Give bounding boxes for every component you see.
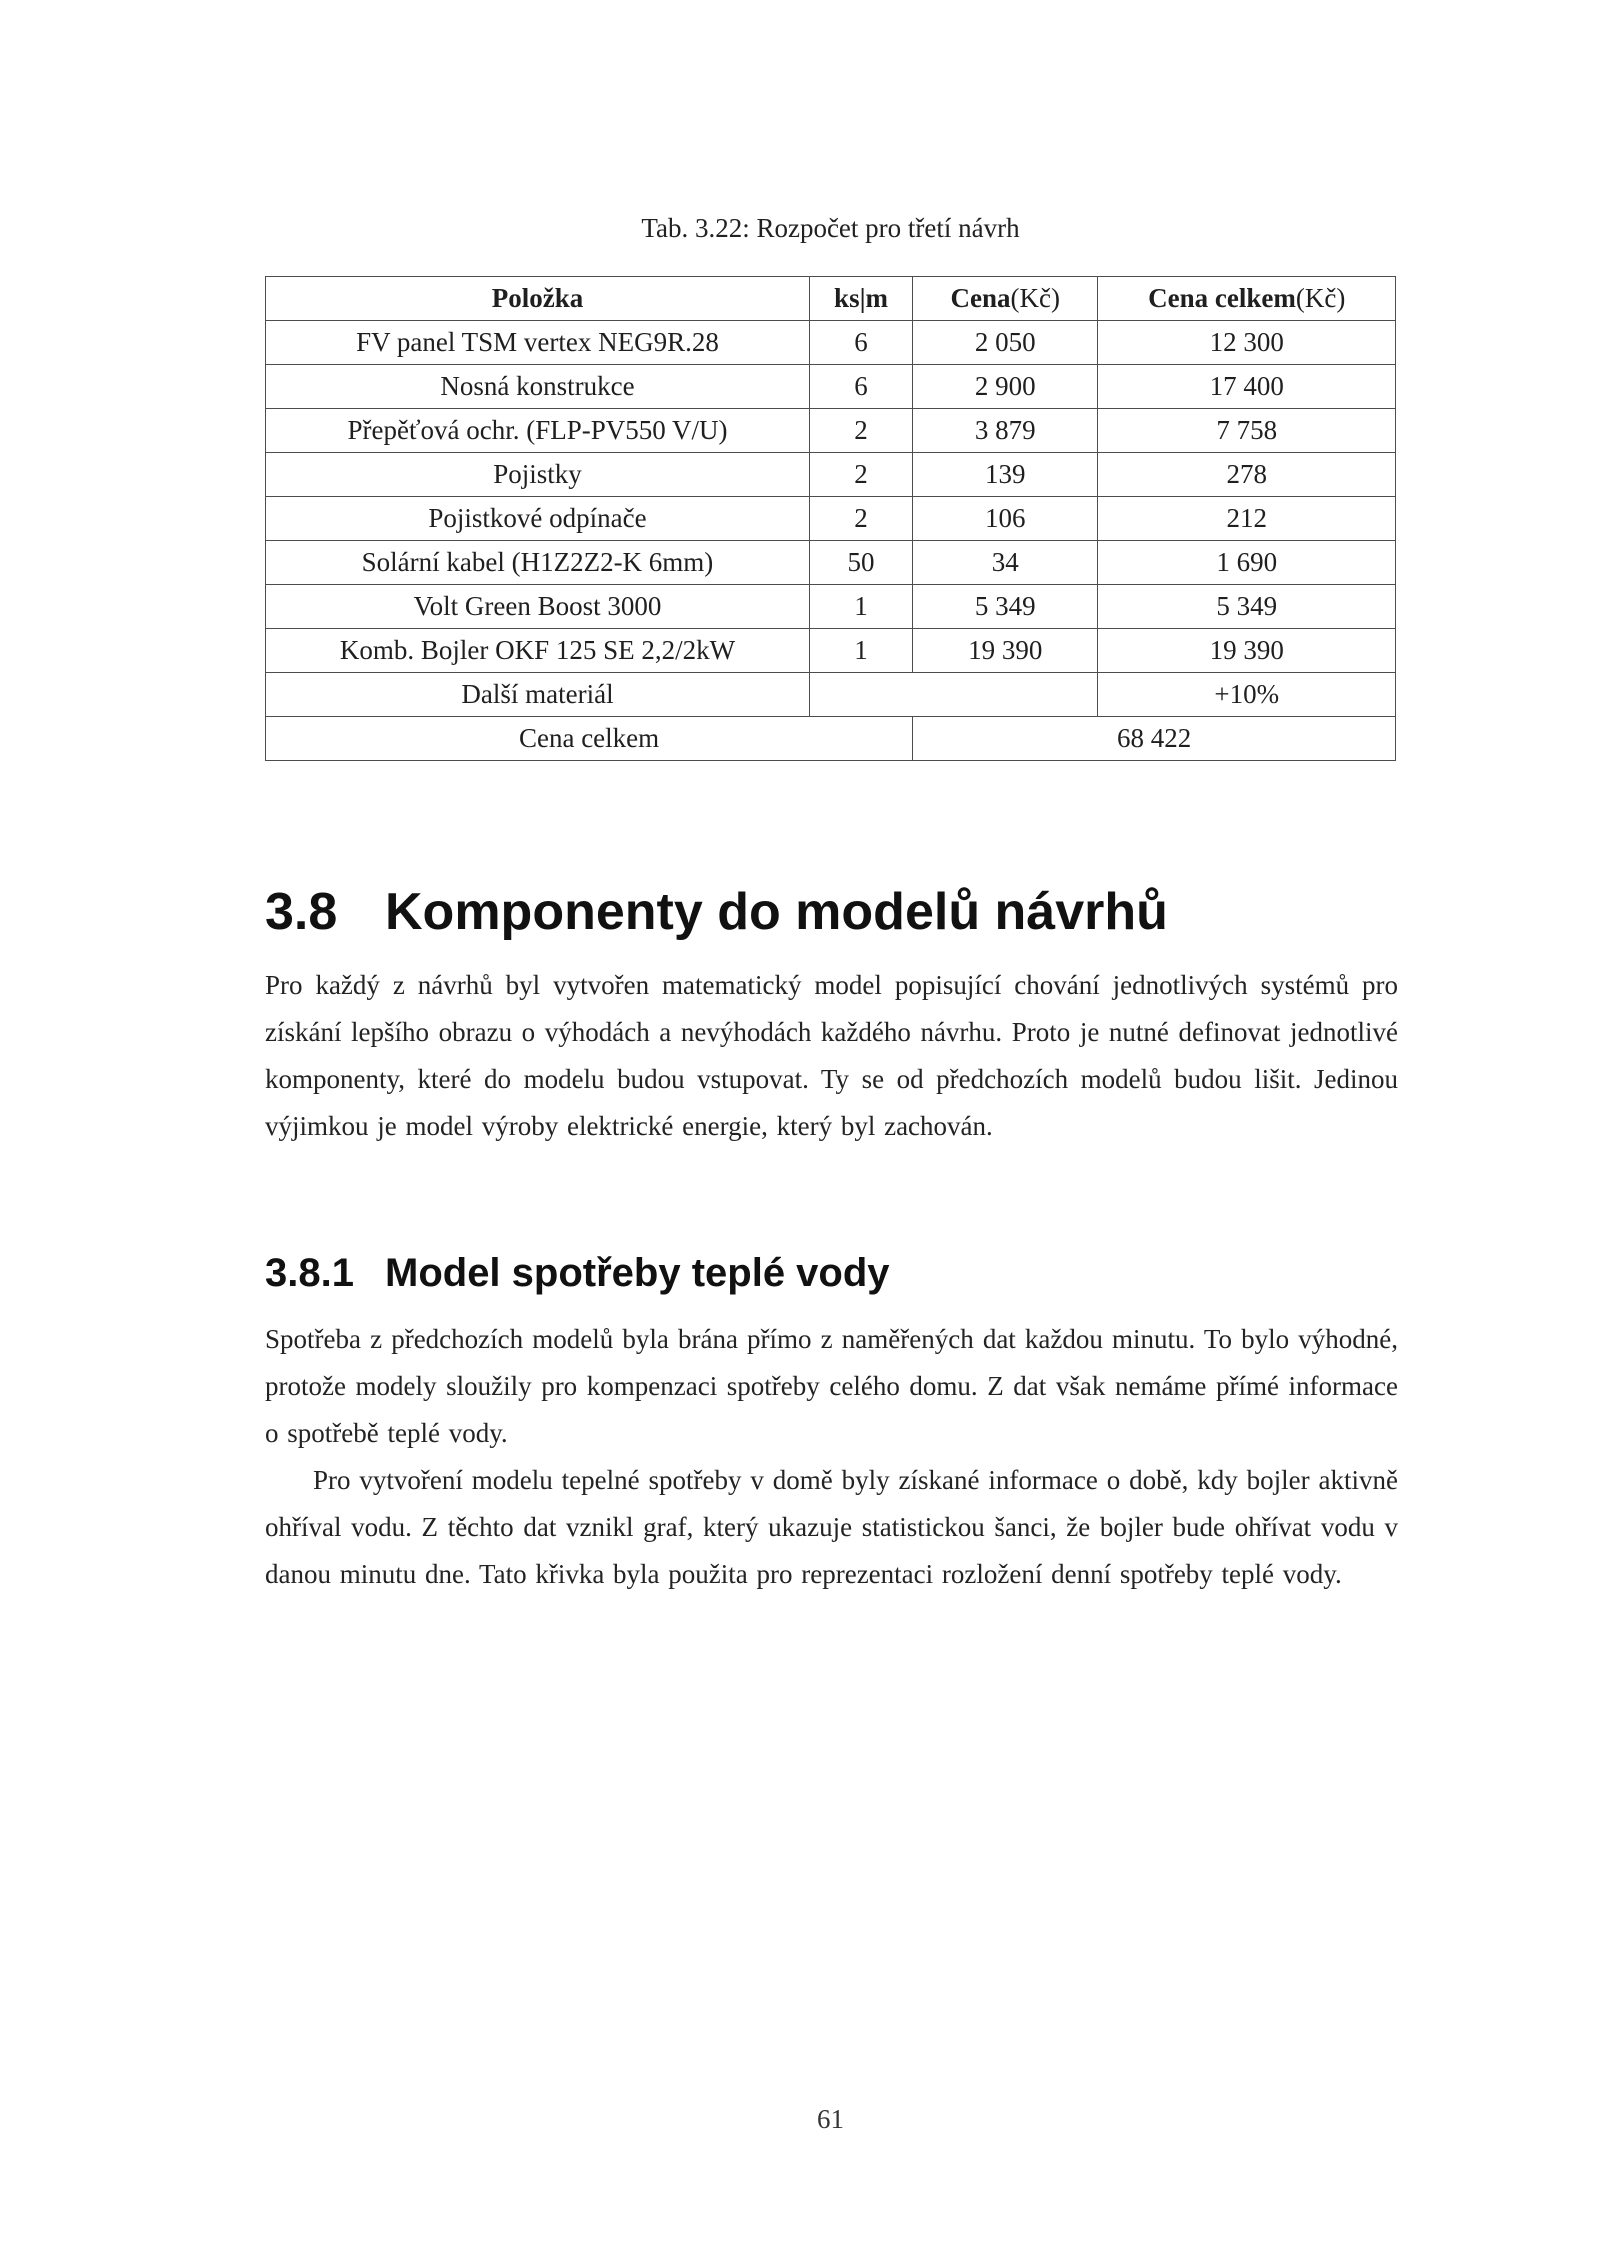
- cell-price: 5 349: [913, 585, 1098, 629]
- header-quantity: ks|m: [809, 277, 912, 321]
- page-number: 61: [817, 2104, 844, 2134]
- cell-price: 19 390: [913, 629, 1098, 673]
- section-heading: [265, 884, 1168, 940]
- cell-total: 278: [1098, 453, 1396, 497]
- table-row: [266, 629, 1396, 673]
- table-row: [266, 497, 1396, 541]
- cell-item: Solární kabel (H1Z2Z2-K 6mm): [266, 541, 810, 585]
- budget-table: [265, 276, 1396, 761]
- cell-price: 34: [913, 541, 1098, 585]
- cell-total: 1 690: [1098, 541, 1396, 585]
- section-title: Komponenty do modelů návrhů: [385, 883, 1168, 941]
- cell-merged-empty: [809, 673, 1097, 717]
- subsection-number: 3.8.1: [265, 1251, 354, 1295]
- header-item: Položka: [266, 277, 810, 321]
- subsection-heading: [265, 1250, 890, 1296]
- subsection-paragraph-2: Pro vytvoření modelu tepelné spotřeby v domě byly získané informace o době, kdy bojler aktivně ohříval vodu. Z těchto dat vznikl graf, který ukazuje statistickou šanci, že bojler bude ohřívat vodu v danou minutu dne. Tato křivka byla použita pro reprezentaci rozložení denní spotřeby teplé vody.: [265, 1465, 1398, 1589]
- cell-total: 12 300: [1098, 321, 1396, 365]
- table-row: [266, 365, 1396, 409]
- table-header-row: [266, 277, 1396, 321]
- grand-total-row: [266, 717, 1396, 761]
- section-number: 3.8: [265, 883, 338, 941]
- section-paragraph: Pro každý z návrhů byl vytvořen matematický model popisující chování jednotlivých systémů pro získání lepšího obrazu o výhodách a nevýhodách každého návrhu. Proto je nutné definovat jednotlivé komponenty, které do modelu budou vstupovat. Ty se od předchozích modelů budou lišit. Jedinou výjimkou je model výroby elektrické energie, který byl zachován.: [265, 970, 1398, 1141]
- cell-item: Komb. Bojler OKF 125 SE 2,2/2kW: [266, 629, 810, 673]
- header-price-total: Cena celkem(Kč): [1098, 277, 1396, 321]
- cell-item: Pojistkové odpínače: [266, 497, 810, 541]
- cell-price: 2 050: [913, 321, 1098, 365]
- cell-quantity: 6: [809, 365, 912, 409]
- cell-total: 212: [1098, 497, 1396, 541]
- cell-quantity: 6: [809, 321, 912, 365]
- cell-quantity: 2: [809, 453, 912, 497]
- cell-total: 19 390: [1098, 629, 1396, 673]
- cell-quantity: 1: [809, 585, 912, 629]
- cell-price: 139: [913, 453, 1098, 497]
- cell-total: 5 349: [1098, 585, 1396, 629]
- cell-item: Další materiál: [266, 673, 810, 717]
- subsection-title: Model spotřeby teplé vody: [385, 1251, 890, 1295]
- cell-item: FV panel TSM vertex NEG9R.28: [266, 321, 810, 365]
- table-caption: Tab. 3.22: Rozpočet pro třetí návrh: [641, 213, 1020, 243]
- header-price: Cena(Kč): [913, 277, 1098, 321]
- cell-item: Přepěťová ochr. (FLP-PV550 V/U): [266, 409, 810, 453]
- cell-price: 2 900: [913, 365, 1098, 409]
- table-row: [266, 409, 1396, 453]
- subsection-paragraph-1: Spotřeba z předchozích modelů byla brána přímo z naměřených dat každou minutu. To bylo výhodné, protože modely sloužily pro kompenzaci spotřeby celého domu. Z dat však nemáme přímé informace o spotřebě teplé vody.: [265, 1324, 1398, 1448]
- cell-total-value: 68 422: [913, 717, 1396, 761]
- table-row: [266, 453, 1396, 497]
- cell-total: 17 400: [1098, 365, 1396, 409]
- cell-total: +10%: [1098, 673, 1396, 717]
- extra-material-row: [266, 673, 1396, 717]
- cell-price: 106: [913, 497, 1098, 541]
- cell-quantity: 2: [809, 409, 912, 453]
- cell-item: Nosná konstrukce: [266, 365, 810, 409]
- cell-item: Pojistky: [266, 453, 810, 497]
- table-row: [266, 585, 1396, 629]
- cell-quantity: 50: [809, 541, 912, 585]
- cell-quantity: 1: [809, 629, 912, 673]
- cell-price: 3 879: [913, 409, 1098, 453]
- cell-item: Volt Green Boost 3000: [266, 585, 810, 629]
- cell-quantity: 2: [809, 497, 912, 541]
- cell-total-label: Cena celkem: [266, 717, 913, 761]
- table-row: [266, 321, 1396, 365]
- cell-total: 7 758: [1098, 409, 1396, 453]
- table-row: [266, 541, 1396, 585]
